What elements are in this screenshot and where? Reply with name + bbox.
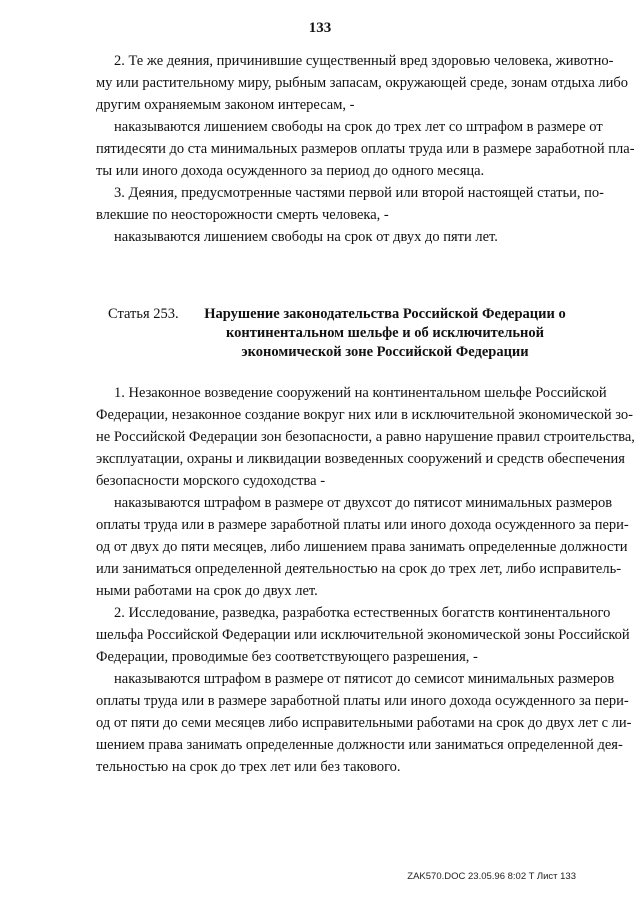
text-line: пятидесяти до ста минимальных размеров оплаты труда или в размере заработной пла-: [96, 141, 635, 157]
text-line: Федерации, незаконное создание вокруг них или в исключительной экономической зо-: [96, 407, 634, 423]
text-line: 2. Те же деяния, причинившие существенный вред здоровью человека, животно-: [114, 53, 614, 69]
text-line: 3. Деяния, предусмотренные частями первой или второй настоящей статьи, по-: [114, 185, 604, 201]
text-line: оплаты труда или в размере заработной платы или иного дохода осужденного за пери-: [96, 693, 629, 709]
text-line: наказываются лишением свободы на срок до трех лет со штрафом в размере от: [114, 119, 603, 135]
text-line: шельфа Российской Федерации или исключительной экономической зоны Российской: [96, 627, 630, 643]
article-title: [200, 305, 570, 362]
text-line: наказываются лишением свободы на срок от двух до пяти лет.: [114, 229, 498, 245]
article-title-line: Нарушение законодательства Российской Федерации о: [204, 306, 566, 322]
text-line: шением права занимать определенные должности или заниматься определенной дея-: [96, 737, 623, 753]
page-number: 133: [308, 20, 332, 36]
text-line: ты или иного дохода осужденного за период до одного месяца.: [96, 163, 485, 179]
text-line: эксплуатации, охраны и ликвидации возведенных сооружений и средств обеспечения: [96, 451, 625, 467]
text-line: му или растительному миру, рыбным запасам, окружающей среде, зонам отдыха либо: [96, 75, 629, 91]
text-line: Федерации, проводимые без соответствующего разрешения, -: [96, 649, 478, 665]
article-title-line: экономической зоне Российской Федерации: [241, 344, 529, 360]
paragraphs-article-252-continued: [96, 50, 635, 248]
text-line: не Российской Федерации зон безопасности, а равно нарушение правил строительства,: [96, 429, 635, 445]
text-line: 2. Исследование, разведка, разработка естественных богатств континентального: [114, 605, 611, 621]
text-line: од от пяти до семи месяцев либо исправительными работами на срок до двух лет с ли-: [96, 715, 632, 731]
text-line: влекшие по неосторожности смерть человека, -: [96, 207, 389, 223]
text-line: наказываются штрафом в размере от двухсот до пятисот минимальных размеров: [114, 495, 613, 511]
text-line: или заниматься определенной деятельностью на срок до трех лет, либо исправитель-: [96, 561, 622, 577]
text-line: тельностью на срок до трех лет или без такового.: [96, 759, 401, 775]
text-line: другим охраняемым законом интересам, -: [96, 97, 355, 113]
text-line: ными работами на срок до двух лет.: [96, 583, 318, 599]
page-footer: ZAK570.DOC 23.05.96 8:02 T Лист 133: [407, 871, 576, 882]
text-line: оплаты труда или в размере заработной платы или иного дохода осужденного за пери-: [96, 517, 629, 533]
text-line: 1. Незаконное возведение сооружений на континентальном шельфе Российской: [114, 385, 607, 401]
text-line: наказываются штрафом в размере от пятисот до семисот минимальных размеров: [114, 671, 615, 687]
article-number: Статья 253.: [108, 306, 179, 322]
paragraphs-article-253: [96, 382, 635, 778]
article-title-line: континентальном шельфе и об исключительной: [225, 325, 545, 341]
text-line: безопасности морского судоходства -: [96, 473, 326, 489]
text-line: од от двух до пяти месяцев, либо лишением права занимать определенные должности: [96, 539, 628, 555]
